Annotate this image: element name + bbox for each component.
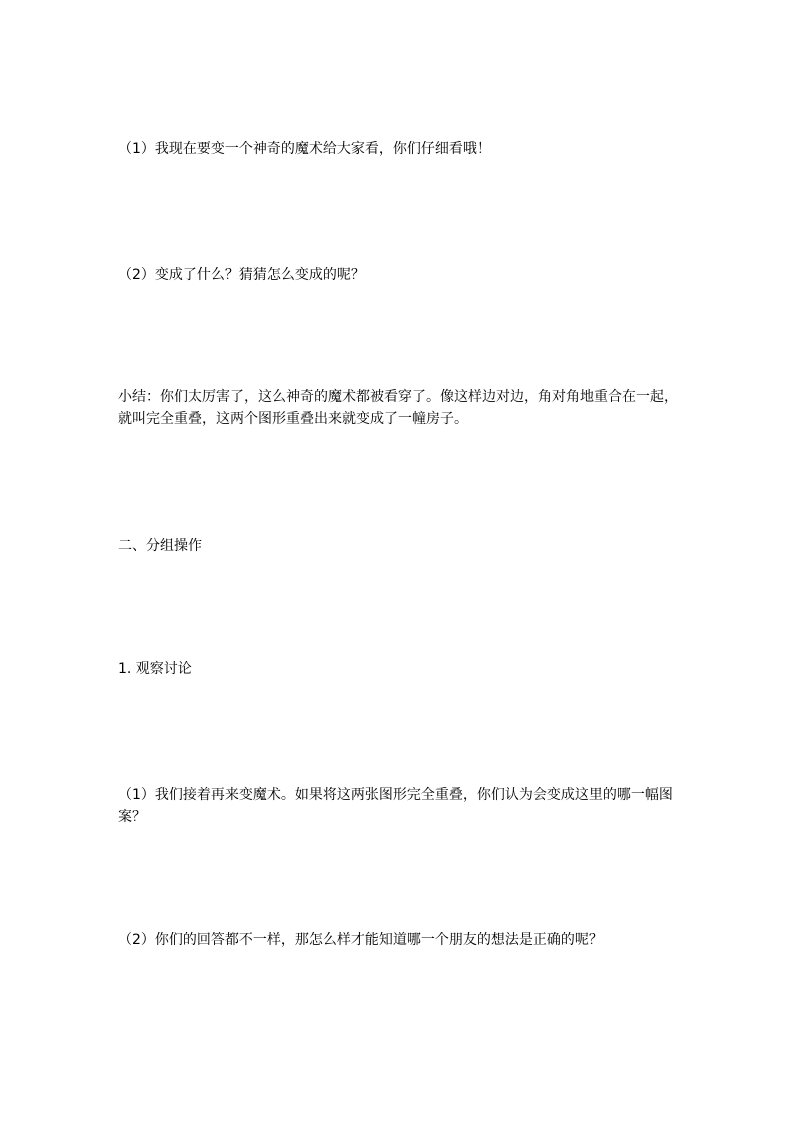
paragraph-who-is-correct: （2）你们的回答都不一样，那怎么样才能知道哪一个朋友的想法是正确的呢？ — [118, 932, 603, 948]
subheading-observe-discuss: 1. 观察讨论 — [118, 661, 192, 677]
section-heading-group-operation: 二、分组操作 — [118, 538, 202, 554]
paragraph-magic-intro: （1）我现在要变一个神奇的魔术给大家看，你们仔细看哦！ — [118, 141, 491, 157]
paragraph-overlap-question: （1）我们接着再来变魔术。如果将这两张图形完全重叠，你们认为会变成这里的哪一幅图案？ — [118, 787, 673, 825]
paragraph-summary: 小结：你们太厉害了，这么神奇的魔术都被看穿了。像这样边对边，角对角地重合在一起，就叫完全重叠，这两个图形重叠出来就变成了一幢房子。 — [118, 389, 678, 427]
paragraph-what-changed: （2）变成了什么？猜猜怎么变成的呢？ — [118, 267, 365, 283]
